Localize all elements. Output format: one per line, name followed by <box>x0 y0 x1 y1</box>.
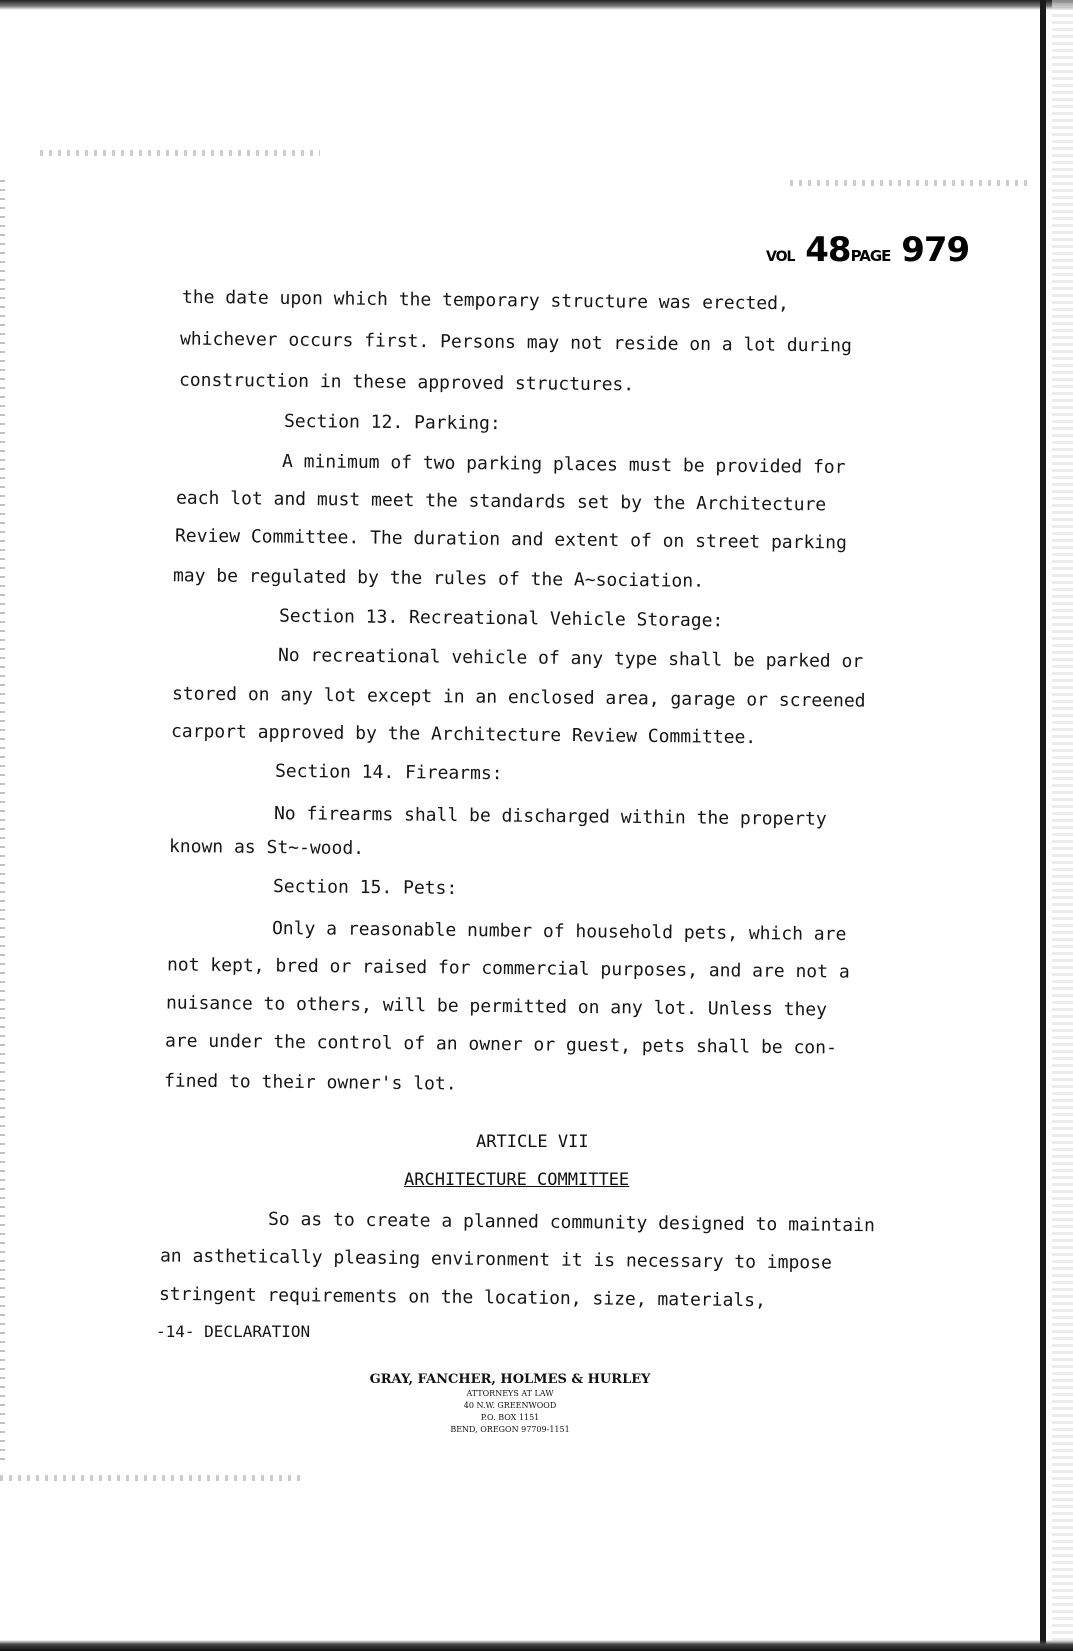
body-line: No recreational vehicle of any type shall be parked or <box>277 644 864 673</box>
scan-edge-right <box>1040 0 1046 1651</box>
body-line: an asthetically pleasing environment it is necessary to impose <box>159 1245 832 1274</box>
page-label: PAGE <box>850 247 891 265</box>
volume-page-stamp <box>766 230 969 270</box>
section-heading: Section 14. Firearms: <box>274 760 503 785</box>
scan-noise-band <box>0 1475 300 1481</box>
body-line: stringent requirements on the location, size, materials, <box>158 1283 766 1312</box>
body-line: A minimum of two parking places must be provided for <box>281 451 846 478</box>
body-line: not kept, bred or raised for commercial purposes, and are not a <box>166 954 850 983</box>
vol-label: VOL <box>766 249 795 265</box>
firm-role: ATTORNEYS AT LAW <box>466 1389 554 1398</box>
page-number: 979 <box>901 230 970 270</box>
body-line: may be regulated by the rules of the A~sociation. <box>172 565 705 592</box>
body-line: the date upon which the temporary structure was erected, <box>181 286 789 315</box>
section-heading: Section 13. Recreational Vehicle Storage: <box>278 605 724 632</box>
body-line: No firearms shall be discharged within the property <box>273 803 827 830</box>
body-line: known as St~-wood. <box>168 835 365 860</box>
body-line: each lot and must meet the standards set by the Architecture <box>175 487 827 516</box>
body-line: Review Committee. The duration and extent of on street parking <box>174 525 847 554</box>
article-title: ARCHITECTURE COMMITTEE <box>404 1170 630 1190</box>
page-footer: -14- DECLARATION <box>156 1322 311 1341</box>
scan-noise-band <box>40 150 320 156</box>
body-line: whichever occurs first. Persons may not reside on a lot during <box>179 328 852 357</box>
scan-noise-left <box>0 180 5 1460</box>
article-number: ARTICLE VII <box>476 1132 589 1152</box>
scan-noise-right <box>1052 0 1073 1651</box>
body-line: stored on any lot except in an enclosed area, garage or screened <box>171 683 866 712</box>
scan-noise-band <box>790 180 1030 186</box>
body-line: are under the control of an owner or guest, pets shall be con- <box>164 1030 837 1059</box>
firm-address: 40 N.W. GREENWOOD <box>463 1401 557 1410</box>
section-heading: Section 12. Parking: <box>283 410 501 435</box>
firm-name: GRAY, FANCHER, HOLMES & HURLEY <box>369 1372 651 1387</box>
firm-city: BEND, OREGON 97709-1151 <box>450 1425 570 1434</box>
firm-po-box: P.O. BOX 1151 <box>480 1413 540 1422</box>
body-line: Only a reasonable number of household pets, which are <box>271 917 847 946</box>
section-heading: Section 15. Pets: <box>272 876 458 899</box>
scan-edge-bottom <box>0 1640 1073 1651</box>
body-line: fined to their owner's lot. <box>163 1070 457 1095</box>
body-line: So as to create a planned community designed to maintain <box>267 1208 875 1237</box>
scan-edge-top <box>0 0 1073 10</box>
body-line: carport approved by the Architecture Review Committee. <box>170 720 757 749</box>
body-line: nuisance to others, will be permitted on any lot. Unless they <box>165 992 828 1021</box>
vol-number: 48 <box>805 230 851 270</box>
body-line: construction in these approved structures. <box>178 369 635 396</box>
